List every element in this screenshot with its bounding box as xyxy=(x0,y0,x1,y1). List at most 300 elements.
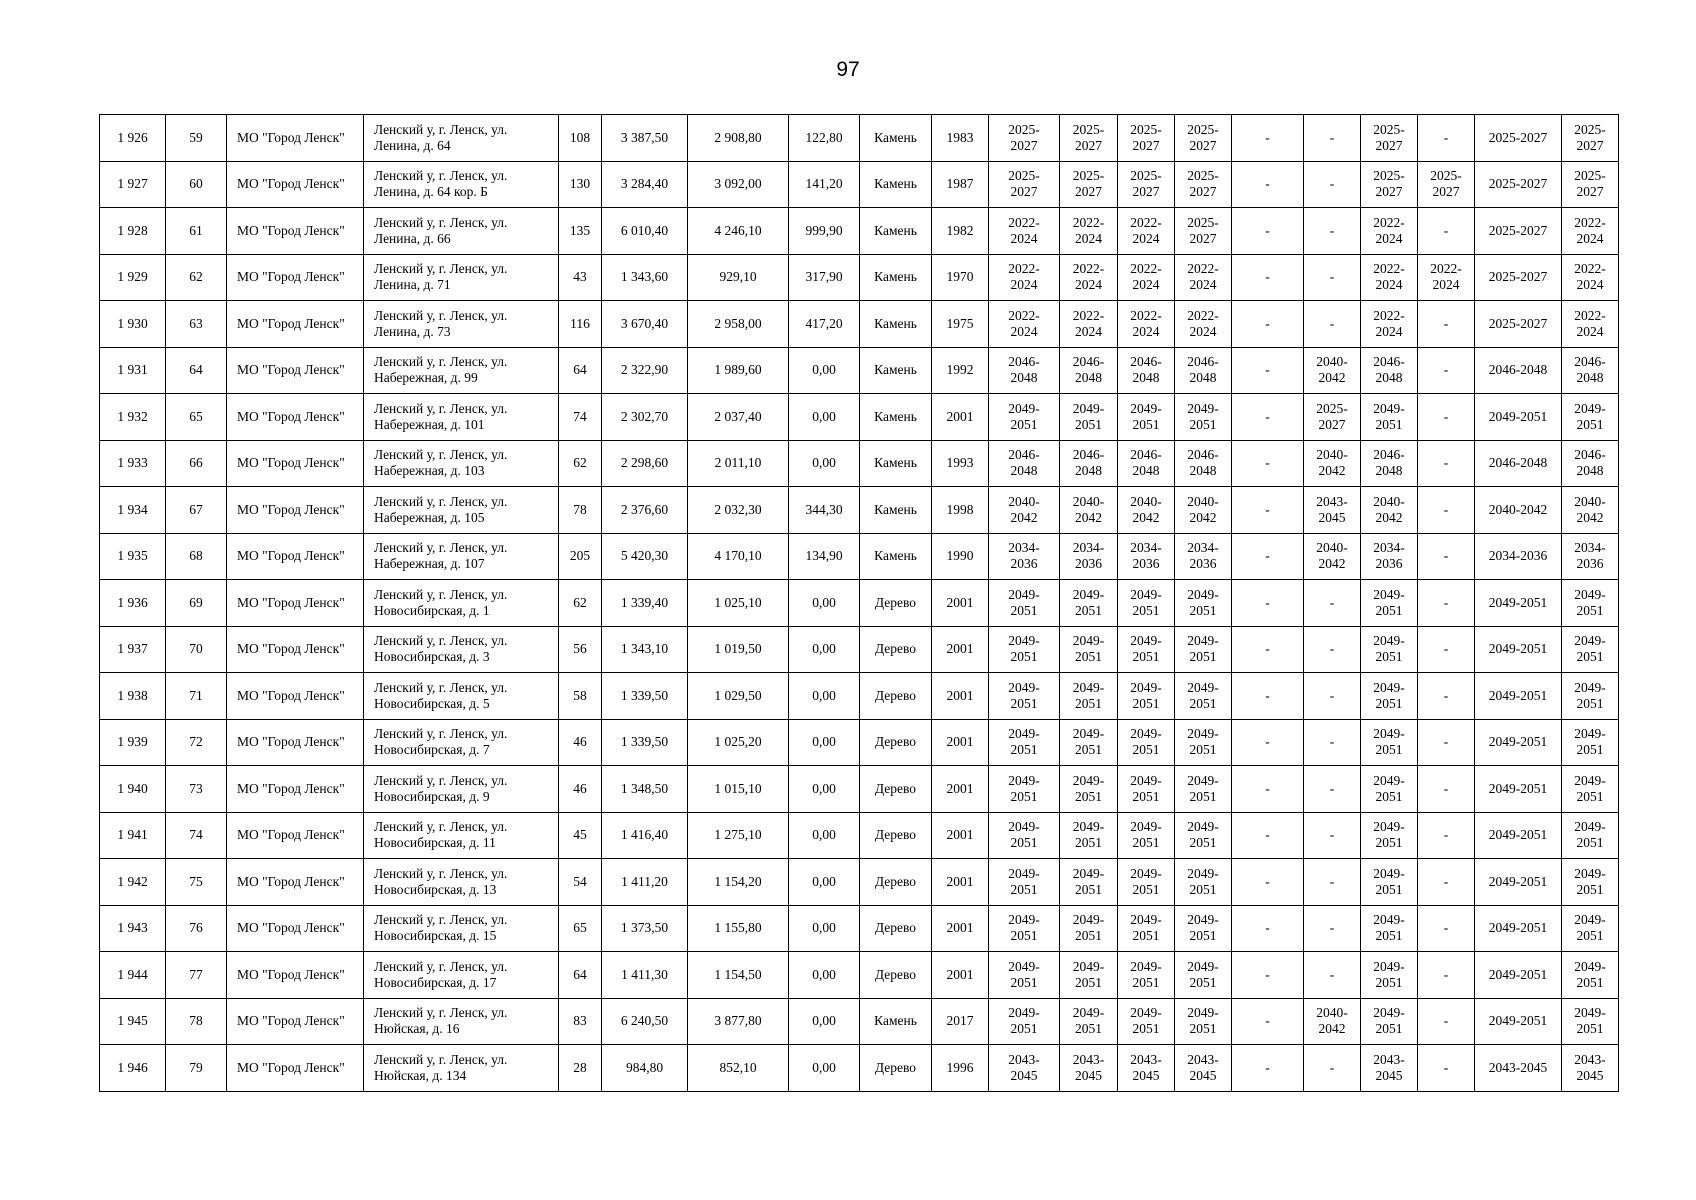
wall-material-cell: Камень xyxy=(860,115,932,162)
nonliving-area-cell: 0,00 xyxy=(789,905,860,952)
period-cell: 2022- 2024 xyxy=(1175,254,1232,301)
period-cell: - xyxy=(1232,952,1304,999)
address-cell xyxy=(364,394,559,441)
period-cell: 2022- 2024 xyxy=(1361,208,1418,255)
living-area-cell: 1 025,20 xyxy=(688,719,789,766)
total-area-cell: 2 376,60 xyxy=(602,487,688,534)
municipality-cell: МО "Город Ленск" xyxy=(227,208,364,255)
period-cell: 2049- 2051 xyxy=(1361,812,1418,859)
table-row xyxy=(100,161,1619,208)
period-cell: 2049- 2051 xyxy=(1562,812,1619,859)
period-cell: - xyxy=(1304,766,1361,813)
period-cell: 2040- 2042 xyxy=(1304,440,1361,487)
total-area-cell: 1 343,60 xyxy=(602,254,688,301)
period-cell: 2034- 2036 xyxy=(989,533,1060,580)
total-area-cell: 2 298,60 xyxy=(602,440,688,487)
table-row xyxy=(100,301,1619,348)
address-line-1: Ленский у, г. Ленск, ул. xyxy=(374,633,508,649)
address-line-2: Новосибирская, д. 5 xyxy=(374,695,490,711)
address-line-2: Новосибирская, д. 3 xyxy=(374,649,490,665)
period-cell: 2025-2027 xyxy=(1475,301,1562,348)
item-number-cell: 64 xyxy=(166,347,227,394)
period-cell: 2049- 2051 xyxy=(1562,394,1619,441)
wall-material-cell: Дерево xyxy=(860,766,932,813)
build-year-cell: 1970 xyxy=(932,254,989,301)
nonliving-area-cell: 141,20 xyxy=(789,161,860,208)
period-cell: 2049-2051 xyxy=(1475,626,1562,673)
period-cell: 2022- 2024 xyxy=(1118,208,1175,255)
wall-material-cell: Камень xyxy=(860,487,932,534)
record-number-cell: 1 943 xyxy=(100,905,166,952)
period-cell: 2049- 2051 xyxy=(1060,952,1118,999)
period-cell: 2049- 2051 xyxy=(1361,952,1418,999)
municipality-cell: МО "Город Ленск" xyxy=(227,766,364,813)
period-cell: 2043- 2045 xyxy=(1562,1045,1619,1092)
period-cell: 2049- 2051 xyxy=(1060,905,1118,952)
address-cell xyxy=(364,533,559,580)
total-area-cell: 3 284,40 xyxy=(602,161,688,208)
period-cell: 2046- 2048 xyxy=(1118,440,1175,487)
period-cell: 2049- 2051 xyxy=(1118,952,1175,999)
period-cell: 2034- 2036 xyxy=(1060,533,1118,580)
period-cell: 2025- 2027 xyxy=(1361,161,1418,208)
build-year-cell: 1990 xyxy=(932,533,989,580)
table-row xyxy=(100,952,1619,999)
address-line-2: Новосибирская, д. 13 xyxy=(374,881,497,897)
period-cell: 2049- 2051 xyxy=(1562,580,1619,627)
living-area-cell: 2 011,10 xyxy=(688,440,789,487)
period-cell: 2049- 2051 xyxy=(1060,766,1118,813)
period-cell: 2022- 2024 xyxy=(989,208,1060,255)
table-row xyxy=(100,626,1619,673)
period-cell: 2049- 2051 xyxy=(1361,766,1418,813)
nonliving-area-cell: 0,00 xyxy=(789,347,860,394)
period-cell: - xyxy=(1418,487,1475,534)
address-line-1: Ленский у, г. Ленск, ул. xyxy=(374,493,508,509)
residents-cell: 65 xyxy=(559,905,602,952)
residents-cell: 56 xyxy=(559,626,602,673)
period-cell: 2040-2042 xyxy=(1475,487,1562,534)
period-cell: 2022- 2024 xyxy=(1060,208,1118,255)
residents-cell: 78 xyxy=(559,487,602,534)
period-cell: 2049- 2051 xyxy=(989,952,1060,999)
address-cell xyxy=(364,998,559,1045)
address-line-2: Набережная, д. 103 xyxy=(374,463,485,479)
nonliving-area-cell: 0,00 xyxy=(789,719,860,766)
record-number-cell: 1 926 xyxy=(100,115,166,162)
item-number-cell: 67 xyxy=(166,487,227,534)
period-cell: - xyxy=(1232,487,1304,534)
period-cell: - xyxy=(1418,859,1475,906)
total-area-cell: 6 240,50 xyxy=(602,998,688,1045)
period-cell: 2049-2051 xyxy=(1475,580,1562,627)
total-area-cell: 1 339,50 xyxy=(602,719,688,766)
address-line-1: Ленский у, г. Ленск, ул. xyxy=(374,912,508,928)
period-cell: - xyxy=(1418,115,1475,162)
period-cell: 2046- 2048 xyxy=(1562,440,1619,487)
total-area-cell: 3 670,40 xyxy=(602,301,688,348)
address-cell xyxy=(364,719,559,766)
address-cell xyxy=(364,254,559,301)
record-number-cell: 1 932 xyxy=(100,394,166,441)
nonliving-area-cell: 0,00 xyxy=(789,440,860,487)
residents-cell: 108 xyxy=(559,115,602,162)
municipality-cell: МО "Город Ленск" xyxy=(227,1045,364,1092)
period-cell: 2034- 2036 xyxy=(1175,533,1232,580)
table-row xyxy=(100,440,1619,487)
municipality-cell: МО "Город Ленск" xyxy=(227,673,364,720)
municipality-cell: МО "Город Ленск" xyxy=(227,952,364,999)
nonliving-area-cell: 317,90 xyxy=(789,254,860,301)
record-number-cell: 1 938 xyxy=(100,673,166,720)
period-cell: 2034- 2036 xyxy=(1118,533,1175,580)
period-cell: 2022- 2024 xyxy=(1060,301,1118,348)
record-number-cell: 1 942 xyxy=(100,859,166,906)
period-cell: 2025- 2027 xyxy=(989,161,1060,208)
period-cell: 2022- 2024 xyxy=(989,254,1060,301)
wall-material-cell: Дерево xyxy=(860,812,932,859)
address-line-1: Ленский у, г. Ленск, ул. xyxy=(374,679,508,695)
period-cell: 2025- 2027 xyxy=(1175,115,1232,162)
period-cell: 2025- 2027 xyxy=(1418,161,1475,208)
period-cell: 2040- 2042 xyxy=(1562,487,1619,534)
wall-material-cell: Камень xyxy=(860,394,932,441)
period-cell: - xyxy=(1418,812,1475,859)
period-cell: - xyxy=(1232,394,1304,441)
wall-material-cell: Дерево xyxy=(860,859,932,906)
record-number-cell: 1 944 xyxy=(100,952,166,999)
address-line-1: Ленский у, г. Ленск, ул. xyxy=(374,261,508,277)
period-cell: 2049- 2051 xyxy=(1562,766,1619,813)
period-cell: - xyxy=(1304,301,1361,348)
nonliving-area-cell: 0,00 xyxy=(789,394,860,441)
period-cell: - xyxy=(1232,812,1304,859)
item-number-cell: 75 xyxy=(166,859,227,906)
period-cell: 2022- 2024 xyxy=(1562,254,1619,301)
period-cell: - xyxy=(1232,719,1304,766)
period-cell: - xyxy=(1304,580,1361,627)
build-year-cell: 2001 xyxy=(932,766,989,813)
address-line-1: Ленский у, г. Ленск, ул. xyxy=(374,1005,508,1021)
living-area-cell: 2 958,00 xyxy=(688,301,789,348)
period-cell: 2049- 2051 xyxy=(1175,766,1232,813)
table-row xyxy=(100,347,1619,394)
period-cell: 2025- 2027 xyxy=(1175,208,1232,255)
table-row xyxy=(100,859,1619,906)
period-cell: 2043- 2045 xyxy=(1304,487,1361,534)
period-cell: 2049- 2051 xyxy=(1060,394,1118,441)
period-cell: 2043- 2045 xyxy=(1175,1045,1232,1092)
residents-cell: 116 xyxy=(559,301,602,348)
period-cell: - xyxy=(1418,719,1475,766)
period-cell: - xyxy=(1232,347,1304,394)
period-cell: 2049- 2051 xyxy=(1562,673,1619,720)
wall-material-cell: Камень xyxy=(860,998,932,1045)
address-line-2: Новосибирская, д. 7 xyxy=(374,742,490,758)
period-cell: 2025- 2027 xyxy=(1060,161,1118,208)
table-row xyxy=(100,719,1619,766)
table-row xyxy=(100,905,1619,952)
nonliving-area-cell: 344,30 xyxy=(789,487,860,534)
record-number-cell: 1 935 xyxy=(100,533,166,580)
address-cell xyxy=(364,812,559,859)
nonliving-area-cell: 999,90 xyxy=(789,208,860,255)
period-cell: 2049- 2051 xyxy=(1361,580,1418,627)
period-cell: - xyxy=(1418,673,1475,720)
total-area-cell: 1 411,30 xyxy=(602,952,688,999)
total-area-cell: 1 348,50 xyxy=(602,766,688,813)
period-cell: 2049- 2051 xyxy=(989,812,1060,859)
municipality-cell: МО "Город Ленск" xyxy=(227,580,364,627)
period-cell: - xyxy=(1418,580,1475,627)
address-line-1: Ленский у, г. Ленск, ул. xyxy=(374,214,508,230)
period-cell: 2049- 2051 xyxy=(1361,859,1418,906)
period-cell: 2049- 2051 xyxy=(1175,626,1232,673)
period-cell: 2049- 2051 xyxy=(989,859,1060,906)
period-cell: 2025- 2027 xyxy=(1118,161,1175,208)
wall-material-cell: Камень xyxy=(860,161,932,208)
period-cell: 2049- 2051 xyxy=(1118,812,1175,859)
period-cell: 2049- 2051 xyxy=(1118,998,1175,1045)
period-cell: 2022- 2024 xyxy=(1418,254,1475,301)
build-year-cell: 1992 xyxy=(932,347,989,394)
period-cell: - xyxy=(1418,1045,1475,1092)
address-cell xyxy=(364,673,559,720)
municipality-cell: МО "Город Ленск" xyxy=(227,626,364,673)
record-number-cell: 1 928 xyxy=(100,208,166,255)
period-cell: 2040- 2042 xyxy=(1304,533,1361,580)
address-line-1: Ленский у, г. Ленск, ул. xyxy=(374,447,508,463)
period-cell: 2025-2027 xyxy=(1475,115,1562,162)
period-cell: 2049- 2051 xyxy=(1118,719,1175,766)
period-cell: 2049- 2051 xyxy=(1118,580,1175,627)
table-row xyxy=(100,115,1619,162)
address-line-2: Ленина, д. 64 кор. Б xyxy=(374,184,488,200)
period-cell: 2043-2045 xyxy=(1475,1045,1562,1092)
municipality-cell: МО "Город Ленск" xyxy=(227,115,364,162)
total-area-cell: 984,80 xyxy=(602,1045,688,1092)
address-cell xyxy=(364,440,559,487)
period-cell: 2049- 2051 xyxy=(1175,859,1232,906)
period-cell: 2049- 2051 xyxy=(1361,905,1418,952)
address-line-1: Ленский у, г. Ленск, ул. xyxy=(374,121,508,137)
address-cell xyxy=(364,115,559,162)
period-cell: 2046- 2048 xyxy=(1060,440,1118,487)
build-year-cell: 2001 xyxy=(932,859,989,906)
living-area-cell: 1 029,50 xyxy=(688,673,789,720)
period-cell: 2049- 2051 xyxy=(1175,998,1232,1045)
residents-cell: 28 xyxy=(559,1045,602,1092)
address-line-2: Ленина, д. 71 xyxy=(374,277,451,293)
wall-material-cell: Камень xyxy=(860,440,932,487)
municipality-cell: МО "Город Ленск" xyxy=(227,998,364,1045)
period-cell: 2049- 2051 xyxy=(1562,998,1619,1045)
item-number-cell: 71 xyxy=(166,673,227,720)
residents-cell: 83 xyxy=(559,998,602,1045)
address-cell xyxy=(364,626,559,673)
residents-cell: 64 xyxy=(559,347,602,394)
period-cell: 2046- 2048 xyxy=(1175,440,1232,487)
period-cell: 2025- 2027 xyxy=(1304,394,1361,441)
period-cell: 2025-2027 xyxy=(1475,161,1562,208)
living-area-cell: 1 025,10 xyxy=(688,580,789,627)
wall-material-cell: Дерево xyxy=(860,626,932,673)
period-cell: 2049- 2051 xyxy=(1060,580,1118,627)
build-year-cell: 2017 xyxy=(932,998,989,1045)
residents-cell: 58 xyxy=(559,673,602,720)
period-cell: 2049- 2051 xyxy=(1361,719,1418,766)
nonliving-area-cell: 0,00 xyxy=(789,859,860,906)
item-number-cell: 66 xyxy=(166,440,227,487)
address-cell xyxy=(364,161,559,208)
item-number-cell: 68 xyxy=(166,533,227,580)
table-row xyxy=(100,394,1619,441)
municipality-cell: МО "Город Ленск" xyxy=(227,254,364,301)
period-cell: - xyxy=(1304,115,1361,162)
period-cell: - xyxy=(1232,905,1304,952)
period-cell: 2046- 2048 xyxy=(1562,347,1619,394)
address-line-2: Набережная, д. 101 xyxy=(374,416,485,432)
living-area-cell: 1 015,10 xyxy=(688,766,789,813)
table-body xyxy=(100,115,1619,1092)
nonliving-area-cell: 0,00 xyxy=(789,1045,860,1092)
nonliving-area-cell: 122,80 xyxy=(789,115,860,162)
table-row xyxy=(100,998,1619,1045)
wall-material-cell: Дерево xyxy=(860,719,932,766)
period-cell: 2022- 2024 xyxy=(1562,208,1619,255)
period-cell: 2049- 2051 xyxy=(1060,812,1118,859)
item-number-cell: 60 xyxy=(166,161,227,208)
period-cell: - xyxy=(1232,301,1304,348)
municipality-cell: МО "Город Ленск" xyxy=(227,905,364,952)
wall-material-cell: Дерево xyxy=(860,905,932,952)
period-cell: - xyxy=(1232,673,1304,720)
residents-cell: 64 xyxy=(559,952,602,999)
build-year-cell: 2001 xyxy=(932,905,989,952)
period-cell: - xyxy=(1418,208,1475,255)
municipality-cell: МО "Город Ленск" xyxy=(227,440,364,487)
living-area-cell: 1 154,20 xyxy=(688,859,789,906)
table-row xyxy=(100,673,1619,720)
period-cell: - xyxy=(1304,905,1361,952)
residents-cell: 62 xyxy=(559,580,602,627)
period-cell: 2049-2051 xyxy=(1475,905,1562,952)
period-cell: 2046- 2048 xyxy=(989,347,1060,394)
period-cell: 2040- 2042 xyxy=(1060,487,1118,534)
address-cell xyxy=(364,580,559,627)
municipality-cell: МО "Город Ленск" xyxy=(227,161,364,208)
total-area-cell: 1 339,50 xyxy=(602,673,688,720)
record-number-cell: 1 934 xyxy=(100,487,166,534)
municipality-cell: МО "Город Ленск" xyxy=(227,859,364,906)
period-cell: 2049- 2051 xyxy=(1175,673,1232,720)
address-cell xyxy=(364,347,559,394)
period-cell: 2049- 2051 xyxy=(1060,859,1118,906)
build-year-cell: 2001 xyxy=(932,673,989,720)
period-cell: 2040- 2042 xyxy=(1304,998,1361,1045)
period-cell: 2025- 2027 xyxy=(1562,115,1619,162)
period-cell: 2049- 2051 xyxy=(1361,673,1418,720)
table-row xyxy=(100,487,1619,534)
period-cell: 2049- 2051 xyxy=(1562,719,1619,766)
table-row xyxy=(100,533,1619,580)
item-number-cell: 79 xyxy=(166,1045,227,1092)
period-cell: 2040- 2042 xyxy=(1118,487,1175,534)
total-area-cell: 1 343,10 xyxy=(602,626,688,673)
period-cell: 2040- 2042 xyxy=(1175,487,1232,534)
address-line-1: Ленский у, г. Ленск, ул. xyxy=(374,1051,508,1067)
municipality-cell: МО "Город Ленск" xyxy=(227,812,364,859)
period-cell: - xyxy=(1232,254,1304,301)
period-cell: 2049-2051 xyxy=(1475,998,1562,1045)
period-cell: - xyxy=(1232,626,1304,673)
period-cell: - xyxy=(1304,859,1361,906)
period-cell: - xyxy=(1418,905,1475,952)
period-cell: - xyxy=(1418,766,1475,813)
period-cell: 2049- 2051 xyxy=(1060,673,1118,720)
item-number-cell: 70 xyxy=(166,626,227,673)
item-number-cell: 62 xyxy=(166,254,227,301)
item-number-cell: 77 xyxy=(166,952,227,999)
period-cell: 2043- 2045 xyxy=(1060,1045,1118,1092)
address-line-1: Ленский у, г. Ленск, ул. xyxy=(374,307,508,323)
period-cell: 2034- 2036 xyxy=(1361,533,1418,580)
item-number-cell: 65 xyxy=(166,394,227,441)
living-area-cell: 4 170,10 xyxy=(688,533,789,580)
total-area-cell: 6 010,40 xyxy=(602,208,688,255)
period-cell: 2046- 2048 xyxy=(1060,347,1118,394)
item-number-cell: 74 xyxy=(166,812,227,859)
address-cell xyxy=(364,905,559,952)
period-cell: 2049- 2051 xyxy=(1361,394,1418,441)
item-number-cell: 78 xyxy=(166,998,227,1045)
build-year-cell: 1983 xyxy=(932,115,989,162)
nonliving-area-cell: 417,20 xyxy=(789,301,860,348)
page-number: 97 xyxy=(836,58,860,81)
address-line-1: Ленский у, г. Ленск, ул. xyxy=(374,354,508,370)
build-year-cell: 2001 xyxy=(932,719,989,766)
address-line-1: Ленский у, г. Ленск, ул. xyxy=(374,819,508,835)
period-cell: 2049- 2051 xyxy=(1060,626,1118,673)
total-area-cell: 3 387,50 xyxy=(602,115,688,162)
municipality-cell: МО "Город Ленск" xyxy=(227,533,364,580)
period-cell: - xyxy=(1232,1045,1304,1092)
record-number-cell: 1 936 xyxy=(100,580,166,627)
residents-cell: 130 xyxy=(559,161,602,208)
address-cell xyxy=(364,487,559,534)
table-row xyxy=(100,766,1619,813)
period-cell: 2025-2027 xyxy=(1475,254,1562,301)
address-line-1: Ленский у, г. Ленск, ул. xyxy=(374,400,508,416)
living-area-cell: 2 037,40 xyxy=(688,394,789,441)
item-number-cell: 76 xyxy=(166,905,227,952)
wall-material-cell: Камень xyxy=(860,208,932,255)
period-cell: 2022- 2024 xyxy=(1175,301,1232,348)
nonliving-area-cell: 0,00 xyxy=(789,626,860,673)
wall-material-cell: Камень xyxy=(860,254,932,301)
residents-cell: 205 xyxy=(559,533,602,580)
period-cell: 2034- 2036 xyxy=(1562,533,1619,580)
period-cell: 2049- 2051 xyxy=(1118,673,1175,720)
address-line-1: Ленский у, г. Ленск, ул. xyxy=(374,540,508,556)
period-cell: 2025- 2027 xyxy=(1118,115,1175,162)
period-cell: 2049- 2051 xyxy=(1175,394,1232,441)
period-cell: - xyxy=(1304,673,1361,720)
address-line-2: Нюйская, д. 16 xyxy=(374,1021,460,1037)
address-line-2: Набережная, д. 105 xyxy=(374,509,485,525)
period-cell: 2046- 2048 xyxy=(1361,347,1418,394)
period-cell: 2049-2051 xyxy=(1475,719,1562,766)
